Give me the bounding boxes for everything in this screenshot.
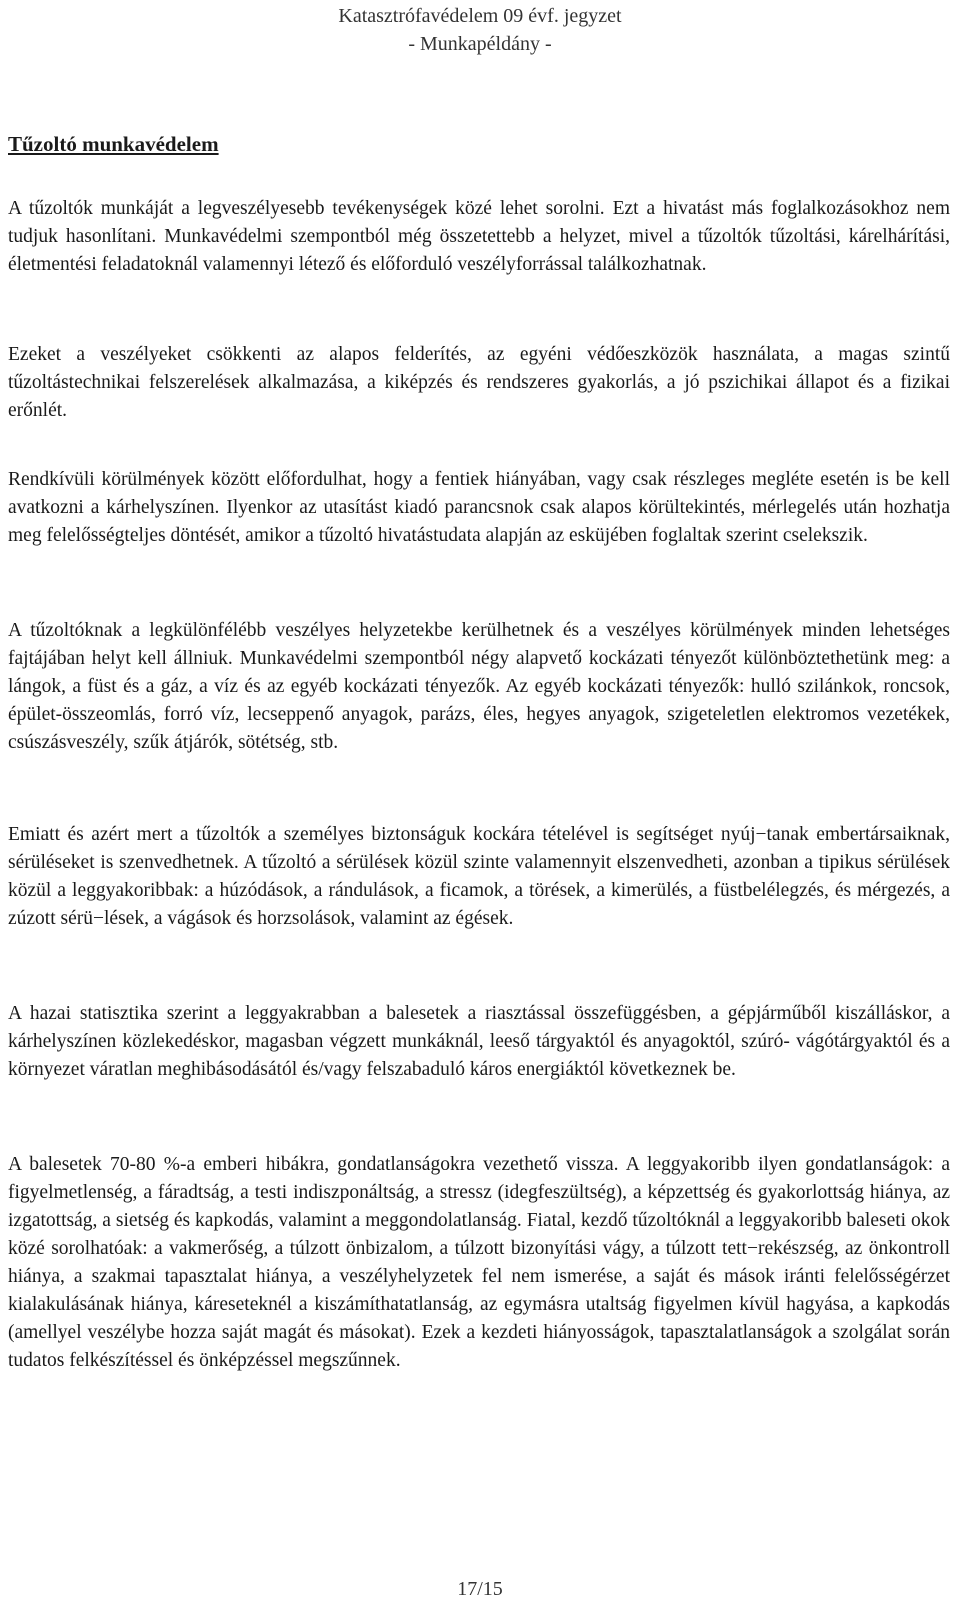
- header-line-1: Katasztrófavédelem 09 évf. jegyzet: [338, 5, 622, 27]
- paragraph-2: Ezeket a veszélyeket csökkenti az alapos felderítés, az egyéni védőeszközök használata, a magas szintű tűzoltástechnikai felszerelések alkalmazása, a kiképzés és rendszeres gyakorlás, a jó pszichikai állapot és a fizikai erőnlét.: [8, 344, 950, 421]
- paragraph-5: Emiatt és azért mert a tűzoltók a személyes biztonságuk kockára tételével is segítséget nyúj−tanak embertársaiknak, sérüléseket is szenvedhetnek. A tűzoltó a sérülések közül szinte valamennyit elszenvedheti, azonban a tipikus sérülések közül a leggyakoribbak: a húzódások, a rándulások, a ficamok, a törések, a kimerülés, a füstbelélegzés, és mérgezés, a zúzott sérü−lések, a vágások és horzsolások, valamint az égések.: [8, 824, 950, 929]
- section-title: Tűzoltó munkavédelem: [8, 132, 219, 156]
- paragraph-6: A hazai statisztika szerint a leggyakrabban a balesetek a riasztással összefüggésben, a gépjárműből kiszálláskor, a kárhelyszínen közlekedéskor, magasban végzett munkáknál, leeső tárgyaktól és anyagoktól, szúró- vágótárgyaktól és a környezet váratlan meghibásodásától és/vagy felszabaduló káros energiáktól következnek be.: [8, 1003, 950, 1080]
- paragraph-4: A tűzoltóknak a legkülönfélébb veszélyes helyzetekbe kerülhetnek és a veszélyes körülmények minden lehetséges fajtájában helyt kell állniuk. Munkavédelmi szempontból négy alapvető kockázati tényezőt különböztethetünk meg: a lángok, a füst és a gáz, a víz és az egyéb kockázati tényezők. Az egyéb kockázati tényezők: hulló szilánkok, roncsok, épület-összeomlás, forró víz, lecseppenő anyagok, parázs, éles, hegyes anyagok, szigeteletlen elektromos vezetékek, csúszásveszély, szűk átjárók, sötétség, stb.: [8, 620, 950, 753]
- paragraph-7: A balesetek 70-80 %-a emberi hibákra, gondatlanságokra vezethető vissza. A leggyakoribb ilyen gondatlanságok: a figyelmetlenség, a fáradtság, a testi indiszponáltság, a stressz (idegfeszültség), a képzettség és gyakorlottság hiánya, az izgatottság, a sietség és kapkodás, valamint a meggondolatlanság. Fiatal, kezdő tűzoltóknál a leggyakoribb baleseti okok közé sorolhatóak: a vakmerőség, a túlzott önbizalom, a túlzott bizonyítási vágy, a túlzott tett−rekészség, az önkontroll hiánya, a szakmai tapasztalat hiánya, a veszélyhelyzetek fel nem ismerése, a saját és mások iránti felelősségérzet kialakulásának hiánya, káreseteknél a kiszámíthatatlanság, az egymásra utaltság figyelmen kívül hagyása, a kapkodás (amellyel veszélybe hozza saját magát és másokat). Ezek a kezdeti hiányosságok, tapasztalatlanságok a szolgálat során tudatos felkészítéssel és önképzéssel megszűnnek.: [8, 1154, 950, 1371]
- paragraph-1: A tűzoltók munkáját a legveszélyesebb tevékenységek közé lehet sorolni. Ezt a hivatást más foglalkozásokhoz nem tudjuk hasonlítani. Munkavédelmi szempontból még összetettebb a helyzet, mivel a tűzoltók tűzoltási, kárelhárítási, életmentési feladatoknál valamennyi létező és előforduló veszélyforrással találkozhatnak.: [8, 198, 950, 275]
- header-line-2: - Munkapéldány -: [408, 33, 552, 55]
- page-number: 17/15: [457, 1578, 503, 1600]
- page-header: [0, 2, 960, 58]
- paragraph-3: Rendkívüli körülmények között előfordulhat, hogy a fentiek hiányában, vagy csak részleges megléte esetén is be kell avatkozni a kárhelyszínen. Ilyenkor az utasítást kiadó parancsnok csak alapos körültekintés, mérlegelés után hozhatja meg felelősségteljes döntését, amikor a tűzoltó hivatástudata alapján az esküjében foglaltak szerint cselekszik.: [8, 469, 950, 546]
